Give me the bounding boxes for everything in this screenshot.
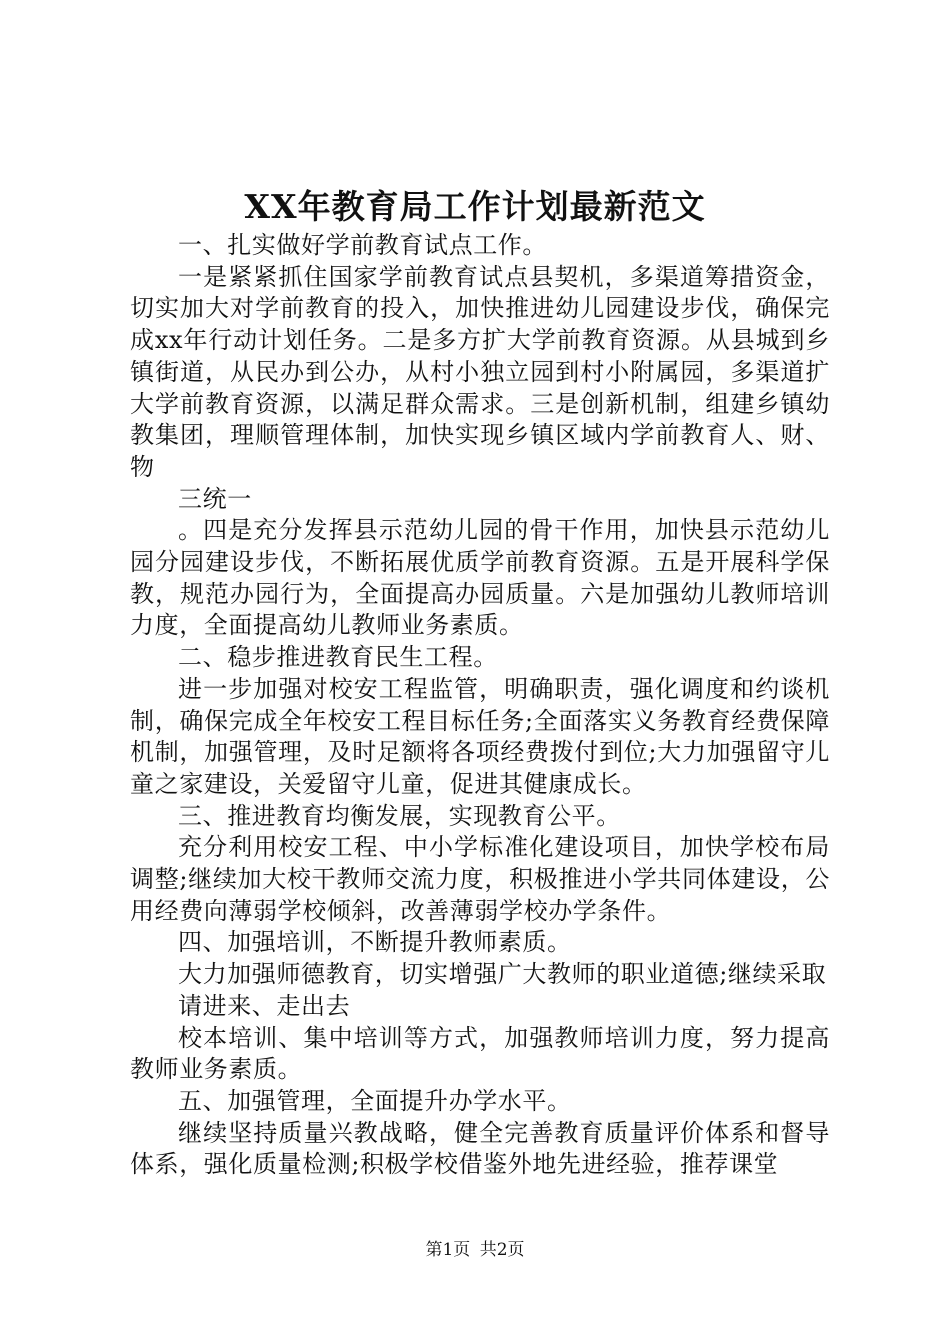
paragraph: 进一步加强对校安工程监管，明确职责，强化调度和约谈机制，确保完成全年校安工程目标任务;全面落实义务教育经费保障机制，加强管理，及时足额将各项经费拨付到位;大力加强留守儿童之家建设，关爱留守儿童，促进其健康成长。: [130, 674, 830, 798]
page-number-current: 第1页: [425, 1240, 471, 1260]
paragraph: 请进来、走出去: [178, 991, 351, 1020]
paragraph: 校本培训、集中培训等方式，加强教师培训力度，努力提高教师业务素质。: [130, 1023, 830, 1084]
document-body: [130, 230, 830, 1181]
paragraph: 大力加强师德教育，切实增强广大教师的职业道德;继续采取: [178, 960, 827, 989]
paragraph: 三统一: [178, 484, 252, 513]
section-heading-5: 五、加强管理，全面提升办学水平。: [178, 1086, 572, 1115]
paragraph: 。四是充分发挥县示范幼儿园的骨干作用，加快县示范幼儿园分园建设步伐，不断拓展优质学前教育资源。五是开展科学保教，规范办园行为，全面提高办园质量。六是加强幼儿教师培训力度，全面提高幼儿教师业务素质。: [130, 516, 830, 640]
page-number-total: 共2页: [479, 1240, 525, 1260]
section-heading-3: 三、推进教育均衡发展，实现教育公平。: [178, 801, 621, 830]
section-heading-2: 二、稳步推进教育民生工程。: [178, 643, 498, 672]
paragraph: 充分利用校安工程、中小学标准化建设项目，加快学校布局调整;继续加大校干教师交流力度，积极推进小学共同体建设，公用经费向薄弱学校倾斜，改善薄弱学校办学条件。: [130, 833, 830, 925]
paragraph: 继续坚持质量兴教战略，健全完善教育质量评价体系和督导体系，强化质量检测;积极学校借鉴外地先进经验，推荐课堂: [130, 1118, 830, 1179]
page-footer: [0, 1238, 950, 1262]
section-heading-4: 四、加强培训，不断提升教师素质。: [178, 928, 572, 957]
section-heading-1: 一、扎实做好学前教育试点工作。: [178, 231, 547, 259]
document-title: XX年教育局工作计划最新范文: [244, 187, 706, 226]
paragraph: 一是紧紧抓住国家学前教育试点县契机，多渠道筹措资金，切实加大对学前教育的投入，加快推进幼儿园建设步伐，确保完成xx年行动计划任务。二是多方扩大学前教育资源。从县城到乡镇街道，从民办到公办，从村小独立园到村小附属园，多渠道扩大学前教育资源，以满足群众需求。三是创新机制，组建乡镇幼教集团，理顺管理体制，加快实现乡镇区域内学前教育人、财、物: [130, 262, 830, 481]
